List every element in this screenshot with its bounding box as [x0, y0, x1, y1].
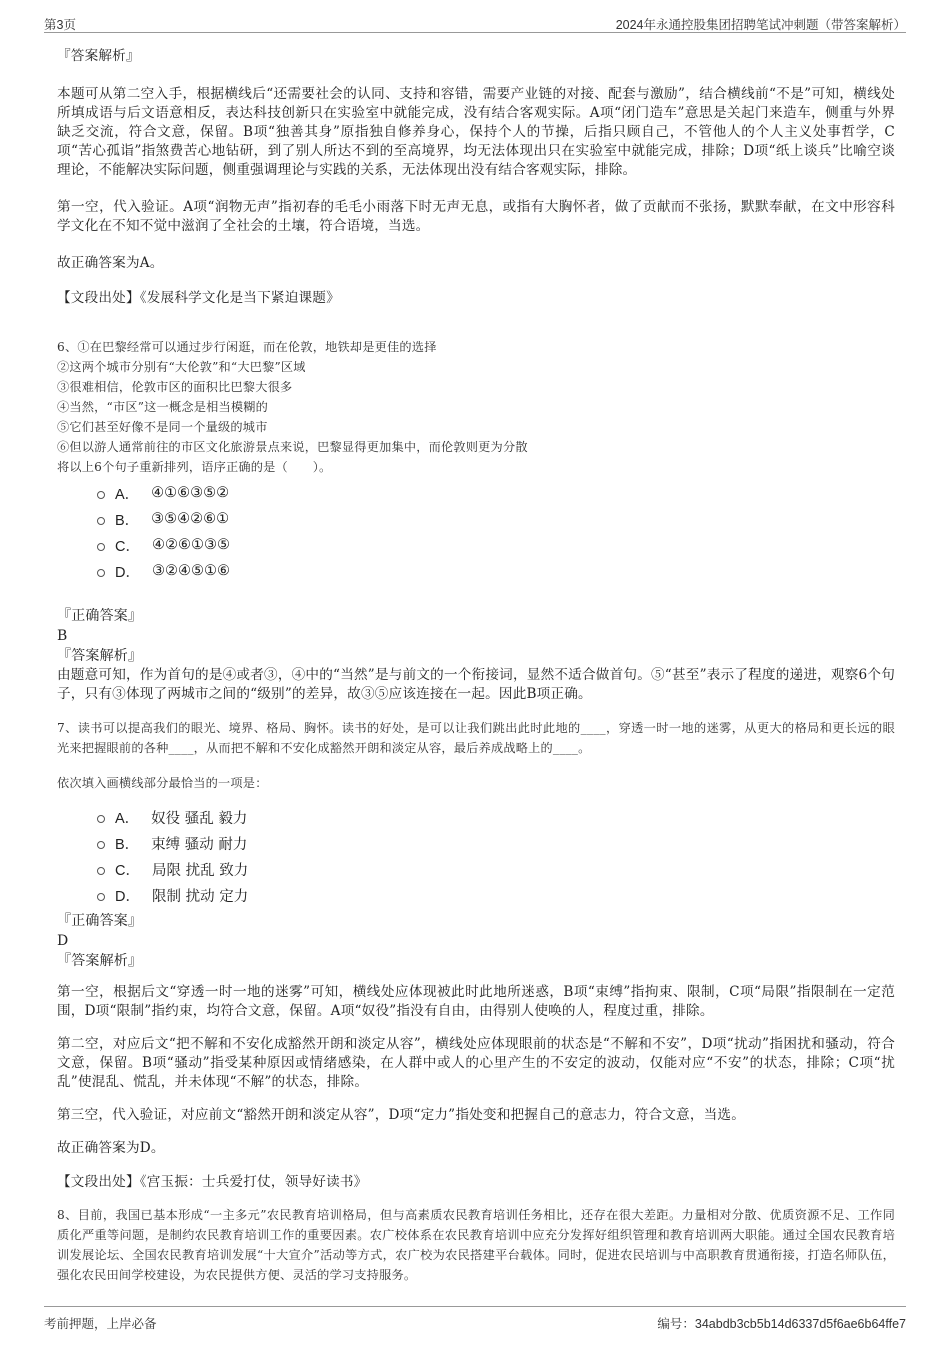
q7-analysis-para4: 故正确答案为D。	[57, 1140, 165, 1156]
q5-analysis-para2: 第一空，代入验证。A项“润物无声”指初春的毛毛小雨落下时无声无息，或指有大胸怀者，做了贡献而不张扬，默默奉献，在文中形容科学文化在不知不觉中滋润了全社会的土壤，符合语境，当选。	[57, 199, 895, 234]
q6-option-d[interactable]	[97, 558, 895, 584]
q7-analysis-para2: 第二空，对应后文“把不解和不安化成豁然开朗和淡定从容”，横线处应体现眼前的状态是“不解和不安”，D项“扰动”指困扰和骚动，符合文意，保留。B项“骚动”指受某种原因或情绪感染，在人群中或人的心里产生的不安定的波动，仅能对应“不安”的状态，排除；C项“扰乱”使混乱、慌乱，并未体现“不解”的状态，排除。	[57, 1036, 895, 1090]
q7-options	[57, 804, 895, 908]
q7-option-b[interactable]	[97, 830, 895, 856]
q6-option-b[interactable]	[97, 506, 895, 532]
q6-option-c[interactable]	[97, 532, 895, 558]
option-letter: A．	[115, 810, 140, 827]
q7-stem: 7、读书可以提高我们的眼光、境界、格局、胸怀。读书的好处，是可以让我们跳出此时此地的____，穿透一时一地的迷雾，从更大的格局和更长远的眼光来把握眼前的各种____，从而把不解和不安化成豁然开朗和淡定从容，最后养成战略上的____。	[57, 721, 895, 755]
q6-stem-line: ④当然，“市区”这一概念是相当模糊的	[57, 400, 269, 414]
q5-source: 【文段出处】《发展科学文化是当下紧迫课题》	[57, 290, 340, 306]
page-header	[44, 14, 906, 33]
document-title: 2024年永通控股集团招聘笔试冲刺题（带答案解析）	[615, 18, 906, 32]
q6-correct-answer: B	[57, 628, 68, 644]
option-text: 奴役 骚乱 毅力	[151, 810, 248, 827]
radio-icon[interactable]	[97, 569, 105, 577]
option-letter: C．	[115, 538, 140, 555]
q7-source: 【文段出处】《宫玉振：士兵爱打仗，领导好读书》	[57, 1174, 368, 1190]
radio-icon[interactable]	[97, 867, 105, 875]
page-content	[57, 44, 895, 1285]
page-number: 第3页	[44, 18, 76, 32]
q7-analysis-para3: 第三空，代入验证，对应前文“豁然开朗和淡定从容”，D项“定力”指处变和把握自己的意志力，符合文意，当选。	[57, 1107, 745, 1123]
option-text: 束缚 骚动 耐力	[151, 836, 248, 853]
q7-analysis-label: 『答案解析』	[57, 953, 143, 969]
q7-correct-label: 『正确答案』	[57, 913, 143, 929]
radio-icon[interactable]	[97, 517, 105, 525]
q7-option-a[interactable]	[97, 804, 895, 830]
option-text: ③②④⑤①⑥	[151, 563, 230, 579]
q7-analysis-para1: 第一空，根据后文“穿透一时一地的迷雾”可知，横线处应体现被此时此地所迷惑，B项“束缚”指拘束、限制，C项“局限”指限制在一定范围，D项“限制”指约束，均符合文意，保留。A项“奴役”指没有自由，由得别人使唤的人，程度过重，排除。	[57, 984, 895, 1019]
radio-icon[interactable]	[97, 841, 105, 849]
q6-correct-label: 『正确答案』	[57, 608, 143, 624]
q6-stem-line: ③很难相信，伦敦市区的面积比巴黎大很多	[57, 380, 293, 394]
option-letter: A．	[115, 486, 140, 503]
option-text: ④②⑥①③⑤	[151, 537, 230, 553]
option-text: 局限 扰乱 致力	[151, 862, 249, 879]
q5-analysis-label: 『答案解析』	[57, 48, 140, 64]
q6-stem-line: 将以上6个句子重新排列，语序正确的是（ ）。	[57, 460, 332, 474]
option-text: ④①⑥③⑤②	[151, 485, 230, 501]
option-text: 限制 扰动 定力	[151, 888, 249, 905]
q6-option-a[interactable]	[97, 480, 895, 506]
q8-stem: 8、目前，我国已基本形成“一主多元”农民教育培训格局，但与高素质农民教育培训任务相比，还存在很大差距。力量相对分散、优质资源不足、工作同质化严重等问题，是制约农民教育培训工作的重要因素。农广校体系在农民教育培训中应充分发挥好组织管理和教育培训两大职能。通过全国农民教育培训发展论坛、全国农民教育培训发展“十大宣介”活动等方式，农广校为农民搭建平台载体。同时，促进农民培训与中高职教育贯通衔接，打造名师队伍，强化农民田间学校建设，为农民提供方便、灵活的学习支持服务。	[57, 1208, 895, 1282]
q7-option-c[interactable]	[97, 856, 895, 882]
option-letter: B．	[115, 836, 140, 853]
option-letter: B．	[115, 512, 140, 529]
option-letter: D．	[115, 888, 140, 905]
option-letter: C．	[115, 862, 140, 879]
q7-option-d[interactable]	[97, 882, 895, 908]
q6-analysis-label: 『答案解析』	[57, 648, 143, 664]
radio-icon[interactable]	[97, 543, 105, 551]
q6-stem	[57, 337, 895, 477]
option-letter: D．	[115, 564, 140, 581]
q7-prompt: 依次填入画横线部分最恰当的一项是：	[57, 776, 268, 790]
q6-stem-line: 6、①在巴黎经常可以通过步行闲逛，而在伦敦，地铁却是更佳的选择	[57, 340, 437, 354]
q6-stem-line: ⑤它们甚至好像不是同一个量级的城市	[57, 420, 268, 434]
page-footer	[44, 1306, 906, 1339]
radio-icon[interactable]	[97, 815, 105, 823]
q5-analysis-para3: 故正确答案为A。	[57, 255, 164, 271]
q6-options	[57, 480, 895, 584]
footer-serial: 编号：34abdb3cb5b14d6337d5f6ae6b64ffe7	[657, 1317, 906, 1331]
radio-icon[interactable]	[97, 491, 105, 499]
q6-analysis: 由题意可知，作为首句的是④或者③，④中的“当然”是与前文的一个衔接词，显然不适合做首句。⑤“甚至”表示了程度的递进，观察6个句子，只有③体现了两城市之间的“级别”的差异，故③⑤应该连接在一起。因此B项正确。	[57, 667, 895, 702]
q6-stem-line: ②这两个城市分别有“大伦敦”和“大巴黎”区域	[57, 360, 306, 374]
radio-icon[interactable]	[97, 893, 105, 901]
footer-slogan: 考前押题，上岸必备	[44, 1317, 157, 1331]
q6-stem-line: ⑥但以游人通常前往的市区文化旅游景点来说，巴黎显得更加集中，而伦敦则更为分散	[57, 440, 528, 454]
q5-analysis-para1: 本题可从第二空入手，根据横线后“还需要社会的认同、支持和容错，需要产业链的对接、配套与激励”，结合横线前“不是”可知，横线处所填成语与后文语意相反，表达科技创新只在实验室中就能完成，没有结合客观实际。A项“闭门造车”意思是关起门来造车，侧重与外界缺乏交流，符合文意，保留。B项“独善其身”原指独自修养身心，保持个人的节操，后指只顾自己，不管他人的个人主义处事哲学，C项“苦心孤诣”指煞费苦心地钻研，到了别人所达不到的至高境界，均无法体现出只在实验室中就能完成，排除；D项“纸上谈兵”比喻空谈理论，不能解决实际问题，侧重强调理论与实践的关系，无法体现出没有结合客观实际，排除。	[57, 86, 895, 178]
q7-correct-answer: D	[57, 933, 69, 949]
option-text: ③⑤④②⑥①	[151, 511, 230, 527]
